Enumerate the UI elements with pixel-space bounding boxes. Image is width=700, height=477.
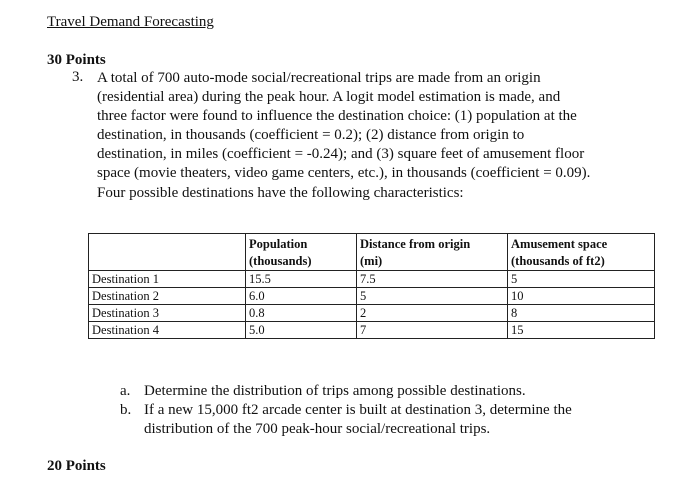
table-header-cell bbox=[246, 234, 357, 271]
question-line: destination, in miles (coefficient = -0.24); and (3) square feet of amusement floor bbox=[97, 146, 585, 163]
table-row bbox=[89, 322, 655, 339]
table-cell: 5 bbox=[357, 288, 508, 305]
question-part-b bbox=[120, 401, 572, 439]
table-row bbox=[89, 288, 655, 305]
question-number: 3. bbox=[72, 69, 84, 85]
table-header-cell bbox=[357, 234, 508, 271]
table-cell: Destination 3 bbox=[89, 305, 246, 322]
table-cell: 8 bbox=[508, 305, 655, 322]
header-line: (thousands of ft2) bbox=[511, 254, 605, 268]
part-text-line: If a new 15,000 ft2 arcade center is built at destination 3, determine the bbox=[144, 402, 572, 418]
table-cell: 2 bbox=[357, 305, 508, 322]
question-line: destination, in thousands (coefficient = 0.2); (2) distance from origin to bbox=[97, 127, 525, 144]
table-cell: 7.5 bbox=[357, 271, 508, 288]
table-cell: 5.0 bbox=[246, 322, 357, 339]
document-title: Travel Demand Forecasting bbox=[47, 14, 214, 30]
header-line: (mi) bbox=[360, 254, 383, 268]
question-line: Four possible destinations have the following characteristics: bbox=[97, 184, 464, 201]
table-row bbox=[89, 271, 655, 288]
header-line: Distance from origin bbox=[360, 237, 471, 251]
part-text-line: Determine the distribution of trips among possible destinations. bbox=[144, 383, 526, 399]
table-header-row bbox=[89, 234, 655, 271]
destination-table bbox=[88, 233, 655, 339]
table-header-cell bbox=[89, 234, 246, 271]
header-line: Population bbox=[249, 237, 308, 251]
table-cell: 6.0 bbox=[246, 288, 357, 305]
question-parts bbox=[120, 382, 572, 439]
part-label: a. bbox=[120, 383, 131, 399]
table-cell: 0.8 bbox=[246, 305, 357, 322]
question-text bbox=[97, 69, 637, 203]
part-text-line: distribution of the 700 peak-hour social/recreational trips. bbox=[144, 421, 491, 437]
table-cell: 7 bbox=[357, 322, 508, 339]
question-line: space (movie theaters, video game centers, etc.), in thousands (coefficient = 0.09). bbox=[97, 165, 591, 182]
table-row bbox=[89, 305, 655, 322]
question-line: A total of 700 auto-mode social/recreational trips are made from an origin bbox=[97, 70, 541, 86]
table-cell: 10 bbox=[508, 288, 655, 305]
header-line: Amusement space bbox=[511, 237, 608, 251]
part-label: b. bbox=[120, 402, 132, 418]
question-line: (residential area) during the peak hour. A logit model estimation is made, and bbox=[97, 89, 561, 106]
table-cell: 15.5 bbox=[246, 271, 357, 288]
header-line: (thousands) bbox=[249, 254, 312, 268]
table-cell: Destination 2 bbox=[89, 288, 246, 305]
table-header-cell bbox=[508, 234, 655, 271]
table-cell: Destination 1 bbox=[89, 271, 246, 288]
table-cell: 5 bbox=[508, 271, 655, 288]
question-part-a bbox=[120, 382, 572, 401]
table-cell: 15 bbox=[508, 322, 655, 339]
section-points: 30 Points bbox=[47, 52, 106, 68]
question-line: three factor were found to influence the destination choice: (1) population at the bbox=[97, 108, 577, 125]
table-cell: Destination 4 bbox=[89, 322, 246, 339]
next-section-points: 20 Points bbox=[47, 458, 106, 474]
